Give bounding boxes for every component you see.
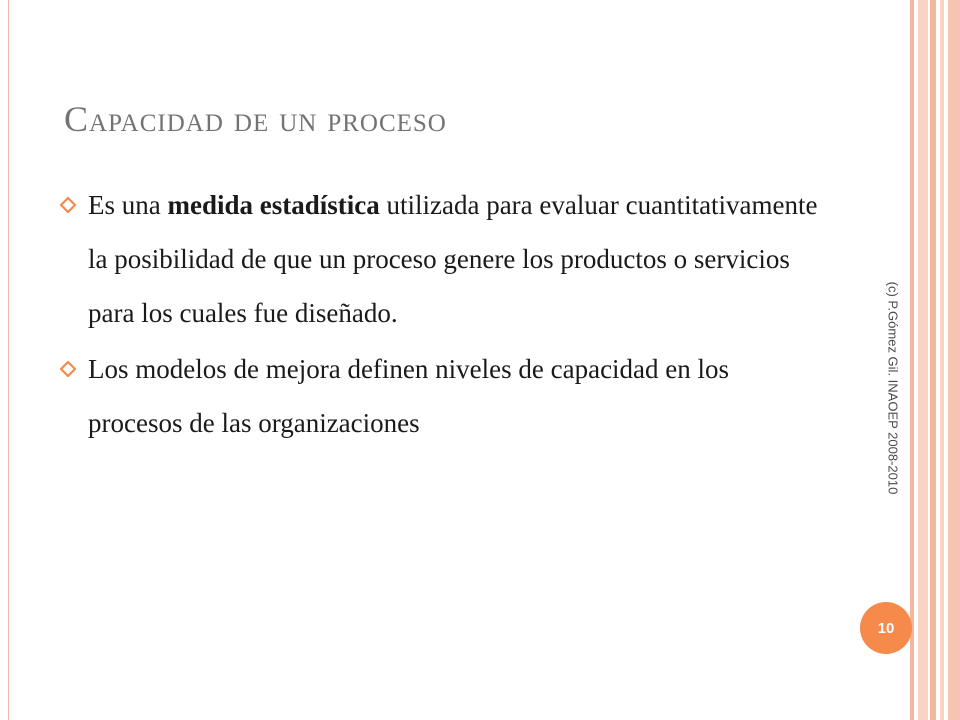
decorative-stripes xyxy=(910,0,960,720)
bullet-text: Es una xyxy=(88,190,168,220)
bullet-text: utilizada para evaluar cuantitativamente la posibilidad de que un proceso genere los productos o servicios para los cuales fue diseñado. xyxy=(88,190,818,328)
copyright-side-text: (c) P.Gómez Gil. INAOEP 2008-2010 xyxy=(885,281,901,495)
bullet-list xyxy=(60,178,820,452)
page-number-badge: 10 xyxy=(860,602,912,654)
bullet-item xyxy=(60,342,820,450)
slide-title: Capacidad de un proceso xyxy=(64,99,447,139)
slide-border-line xyxy=(8,0,9,720)
bullet-item xyxy=(60,178,820,340)
bullet-text: Los modelos de mejora definen niveles de capacidad en los procesos de las organizaciones xyxy=(88,354,730,438)
diamond-bullet-icon xyxy=(60,197,76,213)
bullet-bold-text: medida estadística xyxy=(167,190,380,220)
diamond-bullet-icon xyxy=(60,361,76,377)
